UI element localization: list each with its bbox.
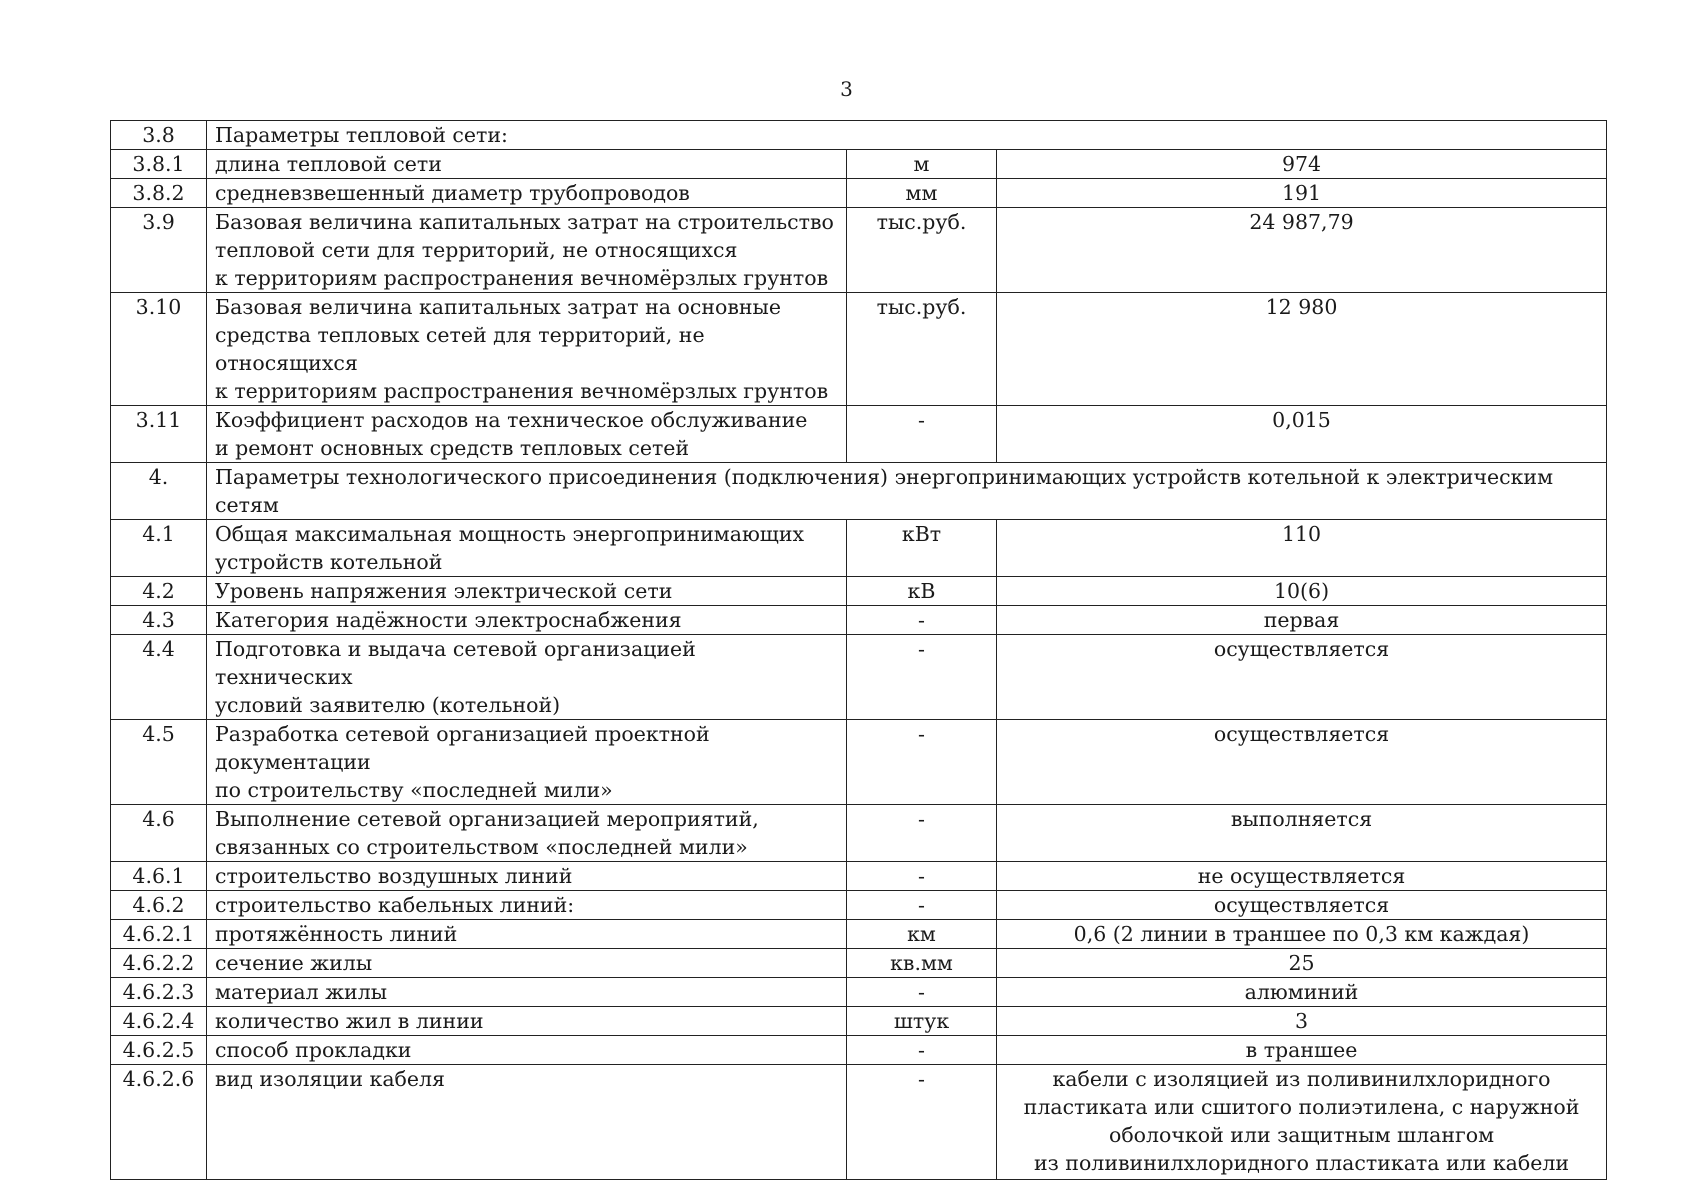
parameter-unit: - [847, 720, 997, 805]
parameter-unit: - [847, 805, 997, 862]
row-number: 4. [111, 463, 207, 520]
parameter-name: Коэффициент расходов на техническое обслуживание и ремонт основных средств тепловых сетей [207, 406, 847, 463]
parameter-value: 974 [997, 150, 1607, 179]
parameter-unit: кВ [847, 577, 997, 606]
table-row [111, 949, 1607, 978]
parameter-value: 12 980 [997, 293, 1607, 406]
row-number: 4.1 [111, 520, 207, 577]
row-number: 4.6.1 [111, 862, 207, 891]
row-number: 4.5 [111, 720, 207, 805]
parameter-value: 191 [997, 179, 1607, 208]
parameter-name: материал жилы [207, 978, 847, 1007]
parameter-unit: км [847, 920, 997, 949]
parameter-name: сечение жилы [207, 949, 847, 978]
parameter-unit: - [847, 862, 997, 891]
row-number: 3.11 [111, 406, 207, 463]
table-row [111, 150, 1607, 179]
parameter-unit: - [847, 978, 997, 1007]
parameter-name: строительство воздушных линий [207, 862, 847, 891]
row-number: 4.6.2 [111, 891, 207, 920]
row-number: 3.9 [111, 208, 207, 293]
row-number: 4.6 [111, 805, 207, 862]
parameter-name: Базовая величина капитальных затрат на строительство тепловой сети для территорий, не относящихся к территориям распространения вечномёрзлых грунтов [207, 208, 847, 293]
parameter-name: средневзвешенный диаметр трубопроводов [207, 179, 847, 208]
table-row [111, 293, 1607, 406]
parameter-unit: мм [847, 179, 997, 208]
parameter-unit: кв.мм [847, 949, 997, 978]
parameter-unit: тыс.руб. [847, 208, 997, 293]
table-row [111, 208, 1607, 293]
parameter-name: протяжённость линий [207, 920, 847, 949]
row-number: 4.6.2.4 [111, 1007, 207, 1036]
parameter-unit: - [847, 635, 997, 720]
table-row [111, 805, 1607, 862]
parameter-value: 3 [997, 1007, 1607, 1036]
row-number: 3.8 [111, 121, 207, 150]
parameter-unit: - [847, 891, 997, 920]
parameter-value: 25 [997, 949, 1607, 978]
parameter-unit: м [847, 150, 997, 179]
row-number: 4.3 [111, 606, 207, 635]
row-number: 4.4 [111, 635, 207, 720]
parameter-name: Уровень напряжения электрической сети [207, 577, 847, 606]
section-title: Параметры технологического присоединения (подключения) энергопринимающих устройств котельной к электрическим сетям [207, 463, 1607, 520]
table-row [111, 577, 1607, 606]
parameter-value: 24 987,79 [997, 208, 1607, 293]
parameter-name: Разработка сетевой организацией проектной документации по строительству «последней мили» [207, 720, 847, 805]
parameter-name: количество жил в линии [207, 1007, 847, 1036]
table-row [111, 1036, 1607, 1065]
table-row [111, 606, 1607, 635]
parameter-value: осуществляется [997, 635, 1607, 720]
parameter-value: не осуществляется [997, 862, 1607, 891]
parameter-name: Выполнение сетевой организацией мероприятий, связанных со строительством «последней мили» [207, 805, 847, 862]
table-row [111, 862, 1607, 891]
table-row [111, 520, 1607, 577]
parameter-unit: - [847, 606, 997, 635]
parameter-name: строительство кабельных линий: [207, 891, 847, 920]
parameter-value: 110 [997, 520, 1607, 577]
row-number: 4.6.2.3 [111, 978, 207, 1007]
page-number: 3 [840, 77, 853, 101]
row-number: 3.8.2 [111, 179, 207, 208]
row-number: 3.8.1 [111, 150, 207, 179]
row-number: 4.6.2.1 [111, 920, 207, 949]
parameter-unit: - [847, 1036, 997, 1065]
parameter-value: 0,6 (2 линии в траншее по 0,3 км каждая) [997, 920, 1607, 949]
parameter-unit: - [847, 1065, 997, 1180]
row-number: 4.2 [111, 577, 207, 606]
parameter-value: в траншее [997, 1036, 1607, 1065]
parameter-value: осуществляется [997, 891, 1607, 920]
parameter-name: Базовая величина капитальных затрат на основные средства тепловых сетей для территорий, не относящихся к территориям распространения вечномёрзлых грунтов [207, 293, 847, 406]
parameter-name: Категория надёжности электроснабжения [207, 606, 847, 635]
parameter-unit: кВт [847, 520, 997, 577]
parameter-name: Общая максимальная мощность энергопринимающих устройств котельной [207, 520, 847, 577]
table-row [111, 891, 1607, 920]
parameter-unit: тыс.руб. [847, 293, 997, 406]
parameter-name: вид изоляции кабеля [207, 1065, 847, 1180]
table-row [111, 978, 1607, 1007]
parameter-unit: - [847, 406, 997, 463]
row-number: 4.6.2.6 [111, 1065, 207, 1180]
parameters-table [110, 120, 1607, 1180]
parameter-value: первая [997, 606, 1607, 635]
table-row [111, 635, 1607, 720]
table-row [111, 720, 1607, 805]
parameter-name: длина тепловой сети [207, 150, 847, 179]
parameter-value: кабели с изоляцией из поливинилхлоридного пластиката или сшитого полиэтилена, с наружной оболочкой или защитным шлангом из поливинилхлоридного пластиката или кабели [997, 1065, 1607, 1180]
parameter-value: выполняется [997, 805, 1607, 862]
table-row [111, 179, 1607, 208]
table-row [111, 1007, 1607, 1036]
parameter-name: Подготовка и выдача сетевой организацией технических условий заявителю (котельной) [207, 635, 847, 720]
parameter-value: 0,015 [997, 406, 1607, 463]
section-row-3-8 [111, 121, 1607, 150]
table-row [111, 1065, 1607, 1180]
parameter-unit: штук [847, 1007, 997, 1036]
parameter-value: алюминий [997, 978, 1607, 1007]
table-row [111, 920, 1607, 949]
parameter-name: способ прокладки [207, 1036, 847, 1065]
parameter-value: 10(6) [997, 577, 1607, 606]
row-number: 3.10 [111, 293, 207, 406]
section-title: Параметры тепловой сети: [207, 121, 1607, 150]
parameter-value: осуществляется [997, 720, 1607, 805]
row-number: 4.6.2.2 [111, 949, 207, 978]
row-number: 4.6.2.5 [111, 1036, 207, 1065]
table-row [111, 406, 1607, 463]
section-row-4 [111, 463, 1607, 520]
